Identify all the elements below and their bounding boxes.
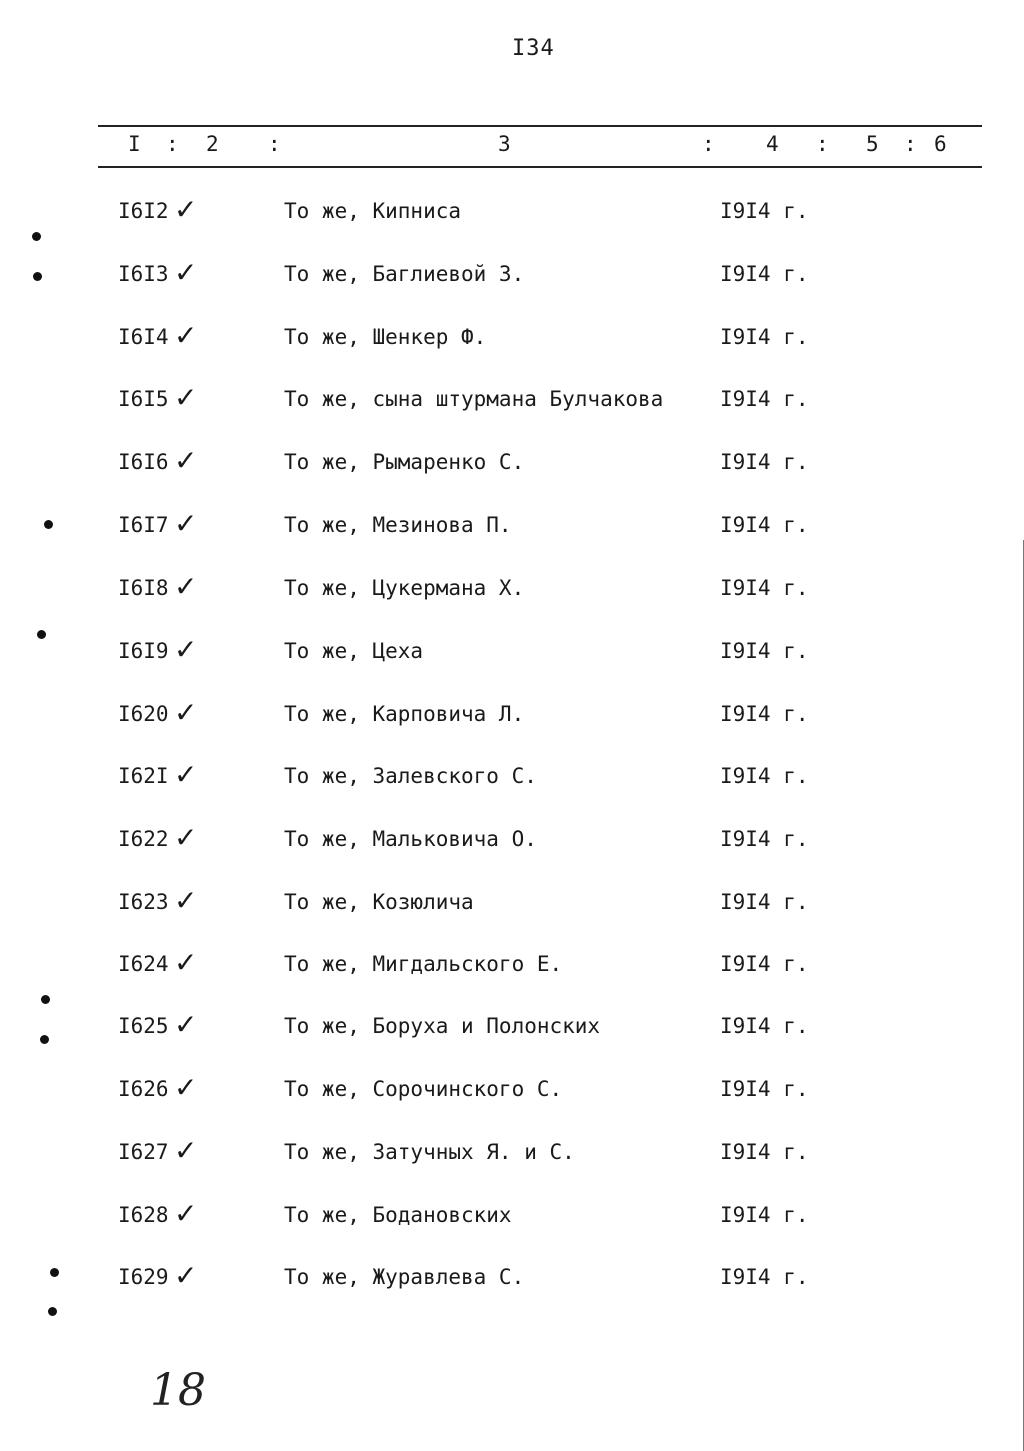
header-col-6: 6 [934,132,947,156]
table-row [0,884,1024,924]
record-year: I9I4 г. [720,702,809,726]
record-year: I9I4 г. [720,890,809,914]
checkmark-icon: ✓ [174,319,198,352]
record-description: То же, Мальковича О. [284,827,537,851]
record-number: I6I8 [118,576,169,600]
record-number: I6I6 [118,450,169,474]
header-col-3: 3 [498,132,511,156]
checkmark-icon: ✓ [174,696,198,729]
record-description: То же, Баглиевой З. [284,262,525,286]
checkmark-icon: ✓ [174,633,198,666]
record-year: I9I4 г. [720,1265,809,1289]
record-year: I9I4 г. [720,764,809,788]
record-year: I9I4 г. [720,576,809,600]
table-row [0,1071,1024,1111]
record-year: I9I4 г. [720,639,809,663]
binder-hole-mark [41,995,50,1004]
record-description: То же, Боруха и Полонских [284,1014,601,1038]
record-description: То же, Цукермана Х. [284,576,525,600]
header-separator: : [904,132,917,156]
table-row [0,1197,1024,1237]
record-description: То же, Кипниса [284,199,462,223]
record-number: I6I2 [118,199,169,223]
binder-hole-mark [32,232,41,241]
record-number: I627 [118,1140,169,1164]
record-description: То же, Залевского С. [284,764,537,788]
record-description: То же, Цеха [284,639,424,663]
header-bottom-rule [98,166,982,168]
table-row [0,946,1024,986]
header-separator: : [268,132,281,156]
table-row [0,1134,1024,1174]
record-description: То же, Рымаренко С. [284,450,525,474]
record-number: I628 [118,1203,169,1227]
record-number: I6I9 [118,639,169,663]
header-separator: : [702,132,715,156]
checkmark-icon: ✓ [174,1071,198,1104]
binder-hole-mark [40,1035,49,1044]
header-col-1: I [128,132,141,156]
table-row [0,381,1024,421]
table-row [0,758,1024,798]
record-description: То же, Журавлева С. [284,1265,525,1289]
record-year: I9I4 г. [720,952,809,976]
page-number: I34 [512,36,555,61]
table-row [0,821,1024,861]
checkmark-icon: ✓ [174,758,198,791]
header-separator: : [166,132,179,156]
table-row [0,570,1024,610]
record-description: То же, сына штурмана Булчакова [284,387,664,411]
record-description: То же, Мигдальского Е. [284,952,563,976]
record-year: I9I4 г. [720,262,809,286]
binder-hole-mark [33,272,42,281]
record-year: I9I4 г. [720,1140,809,1164]
header-col-2: 2 [206,132,219,156]
record-number: I626 [118,1077,169,1101]
table-row [0,319,1024,359]
record-number: I620 [118,702,169,726]
record-number: I6I5 [118,387,169,411]
checkmark-icon: ✓ [174,946,198,979]
record-description: То же, Козюлича [284,890,474,914]
checkmark-icon: ✓ [174,884,198,917]
record-number: I622 [118,827,169,851]
record-year: I9I4 г. [720,1203,809,1227]
table-row [0,633,1024,673]
record-description: То же, Мезинова П. [284,513,512,537]
record-description: То же, Сорочинского С. [284,1077,563,1101]
record-number: I62I [118,764,169,788]
table-row [0,256,1024,296]
record-number: I624 [118,952,169,976]
record-number: I629 [118,1265,169,1289]
table-row [0,1008,1024,1048]
record-description: То же, Бодановских [284,1203,512,1227]
record-number: I625 [118,1014,169,1038]
checkmark-icon: ✓ [174,821,198,854]
checkmark-icon: ✓ [174,381,198,414]
record-year: I9I4 г. [720,827,809,851]
checkmark-icon: ✓ [174,1259,198,1292]
record-year: I9I4 г. [720,450,809,474]
handwritten-folio-number: 18 [150,1365,206,1416]
record-year: I9I4 г. [720,325,809,349]
binder-hole-mark [37,630,46,639]
record-number: I6I3 [118,262,169,286]
checkmark-icon: ✓ [174,444,198,477]
table-row [0,507,1024,547]
checkmark-icon: ✓ [174,507,198,540]
table-row [0,193,1024,233]
checkmark-icon: ✓ [174,1134,198,1167]
record-year: I9I4 г. [720,513,809,537]
checkmark-icon: ✓ [174,193,198,226]
binder-hole-mark [48,1307,57,1316]
checkmark-icon: ✓ [174,1197,198,1230]
record-number: I6I7 [118,513,169,537]
record-number: I6I4 [118,325,169,349]
header-top-rule [98,125,982,127]
record-number: I623 [118,890,169,914]
binder-hole-mark [50,1268,59,1277]
table-row [0,1259,1024,1299]
table-header [98,132,982,162]
checkmark-icon: ✓ [174,256,198,289]
record-description: То же, Шенкер Ф. [284,325,487,349]
header-col-5: 5 [866,132,879,156]
record-description: То же, Карповича Л. [284,702,525,726]
record-year: I9I4 г. [720,1077,809,1101]
header-col-4: 4 [766,132,779,156]
checkmark-icon: ✓ [174,570,198,603]
record-year: I9I4 г. [720,199,809,223]
table-row [0,696,1024,736]
table-row [0,444,1024,484]
record-year: I9I4 г. [720,387,809,411]
binder-hole-mark [44,520,53,529]
record-description: То же, Затучных Я. и С. [284,1140,575,1164]
header-separator: : [816,132,829,156]
record-year: I9I4 г. [720,1014,809,1038]
checkmark-icon: ✓ [174,1008,198,1041]
